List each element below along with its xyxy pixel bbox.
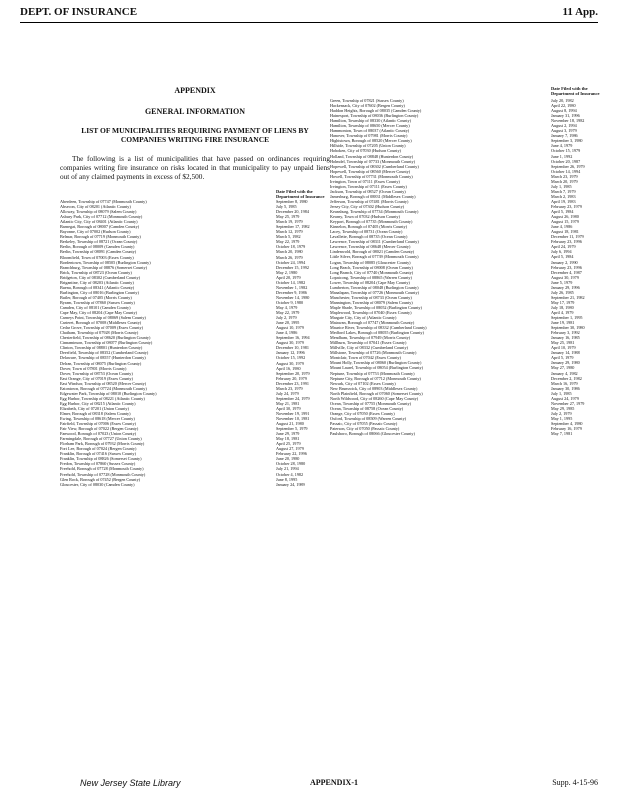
date-filed: May 4, 1979 bbox=[276, 304, 298, 310]
municipality-name: Matawan, Borough of 07747 (Monmouth County) bbox=[330, 320, 415, 326]
municipality-name: East Windsor, Township of 08520 (Mercer County) bbox=[60, 380, 147, 386]
municipality-name: Hopewell, Township of 08302 (Cumberland County) bbox=[330, 163, 419, 169]
date-filed: February 3, 1992 bbox=[551, 330, 580, 336]
list-item bbox=[60, 482, 330, 487]
date-filed: May 25, 1979 bbox=[276, 214, 300, 220]
municipality-name: Jefferson, Township of 07481 (Morris County) bbox=[330, 198, 409, 204]
municipality-name: Atlantic City, City of 08401 (Atlantic County) bbox=[60, 219, 138, 225]
date-filed: November 14, 1980 bbox=[276, 294, 310, 300]
municipality-name: Freehold, Township of 07728 (Monmouth County) bbox=[60, 471, 146, 477]
municipality-name: Long Beach, Township of 08008 (Ocean County) bbox=[330, 264, 413, 270]
date-filed: August 24, 1979 bbox=[551, 395, 579, 401]
municipality-name: Holland, Township of 08848 (Hunterdon County) bbox=[330, 153, 414, 159]
date-filed: September 8, 1980 bbox=[276, 199, 308, 204]
municipality-name: Mount Laurel, Township of 08054 (Burlington County) bbox=[330, 365, 424, 371]
date-filed: July 6, 1994 bbox=[551, 249, 572, 255]
date-filed: March 23, 1979 bbox=[551, 173, 578, 179]
municipality-name: Cinnaminson, Township of 08077 (Burlington County) bbox=[60, 340, 153, 346]
date-filed: February 20, 1979 bbox=[276, 375, 307, 381]
municipality-name: Margate City, City of (Atlantic County) bbox=[330, 315, 397, 321]
municipality-name: Medford Lakes, Borough of 08055 (Burlington County) bbox=[330, 330, 424, 336]
date-filed: August 10, 1979 bbox=[276, 325, 304, 331]
date-filed: August 26, 1980 bbox=[551, 214, 579, 220]
municipality-name: Millville, City of 08332 (Cumberland County) bbox=[330, 345, 408, 351]
date-filed: September 4, 1980 bbox=[551, 421, 583, 426]
municipality-name: Mannington, Township of 08079 (Salem County) bbox=[330, 299, 413, 305]
municipality-name: Long Branch, City of 07740 (Monmouth County) bbox=[330, 269, 414, 275]
municipality-name: Kinnelon, Borough of 07405 (Morris County) bbox=[330, 224, 407, 230]
date-filed: June 4, 1986 bbox=[276, 330, 298, 336]
municipality-name: Orange, City of 07050 (Essex County) bbox=[330, 410, 395, 416]
date-filed: July 20, 1982 bbox=[551, 98, 574, 103]
municipality-name: Carneys Point, Township of 08069 (Salem County) bbox=[60, 315, 146, 321]
municipality-list-left bbox=[60, 199, 330, 487]
municipality-name: Carteret, Borough of 07008 (Middlesex County) bbox=[60, 320, 142, 326]
date-filed: June 8, 1995 bbox=[276, 476, 298, 482]
municipality-name: Ewing, Township of 08618 (Mercer County) bbox=[60, 416, 135, 422]
municipality-name: Hackensack, City of 07602 (Bergen County) bbox=[330, 103, 405, 109]
intro-paragraph: The following is a list of municipalities that have passed on ordinances requiring companies writing fire insurance on risks located in that municipality to pay unpaid liens out of any claimed payments in excess of $2,500. bbox=[60, 154, 330, 181]
date-filed: October 15, 1992 bbox=[276, 355, 306, 361]
date-filed: December 4, 1987 bbox=[551, 269, 582, 275]
municipality-name: Fanwood, Borough of 07023 (Union County) bbox=[60, 431, 137, 437]
municipality-name: Maplewood, Township of 07040 (Essex County) bbox=[330, 309, 412, 315]
header-rule bbox=[20, 22, 598, 23]
date-filed: May 29, 1985 bbox=[551, 405, 575, 411]
date-filed: June 29, 1979 bbox=[276, 431, 300, 437]
date-filed: July 21, 1994 bbox=[276, 466, 299, 472]
municipality-name: Florham Park, Borough of 07932 (Morris County) bbox=[60, 441, 145, 447]
municipality-name: Elmer, Borough of 08318 (Salem County) bbox=[60, 410, 131, 416]
municipality-name: Hanover, Township of 07981 (Morris County) bbox=[330, 133, 408, 139]
date-filed: June 5, 1979 bbox=[551, 279, 573, 285]
date-filed: January 14, 1988 bbox=[551, 350, 580, 356]
date-filed: April 16, 1980 bbox=[276, 365, 301, 371]
municipality-name: Maple Shade, Township of 08052 (Burlington County) bbox=[330, 304, 422, 310]
municipality-name: Hightstown, Borough of 08520 (Mercer County) bbox=[330, 138, 412, 144]
date-filed: April 10, 1979 bbox=[551, 345, 576, 351]
municipality-name: Paulsboro, Borough of 08066 (Gloucester County) bbox=[330, 431, 415, 437]
date-filed: June 20, 1980 bbox=[276, 456, 300, 462]
date-filed: March 12, 1979 bbox=[276, 229, 303, 235]
date-filed: December 9, 1986 bbox=[276, 289, 307, 295]
date-filed: January 12, 1996 bbox=[276, 350, 305, 356]
municipality-name: Franklin, Borough of 07416 (Sussex County) bbox=[60, 451, 136, 457]
date-filed: March 5, 1982 bbox=[276, 234, 301, 240]
municipality-name: East Orange, City of 07019 (Essex County) bbox=[60, 375, 133, 381]
municipality-name: Fair View, Borough of 07022 (Bergen County) bbox=[60, 426, 139, 432]
municipality-name: Lopatcong, Township of 08865 (Warren County) bbox=[330, 274, 412, 280]
date-filed: January 7, 1986 bbox=[551, 133, 578, 139]
municipality-name: Absecon, City of 08201 (Atlantic County) bbox=[60, 204, 131, 210]
date-filed: June 20, 1995 bbox=[276, 320, 300, 326]
municipality-name: Dover, Township of 08753 (Ocean County) bbox=[60, 370, 133, 376]
municipality-name: Berlin, Borough of 08009 (Camden County) bbox=[60, 244, 135, 250]
date-filed: August 30, 1979 bbox=[551, 274, 579, 280]
date-filed: May 18, 1981 bbox=[276, 436, 300, 442]
date-filed: April 24, 1979 bbox=[551, 244, 576, 250]
municipality-name: Byram, Township of 07860 (Sussex County) bbox=[60, 299, 135, 305]
date-filed: January 2, 1990 bbox=[551, 259, 578, 265]
column-header-row bbox=[60, 189, 330, 199]
municipality-name: Buena, Borough of 08341 (Atlantic County) bbox=[60, 284, 135, 290]
municipality-name: Egg Harbor, Township of 08221 (Atlantic County) bbox=[60, 395, 145, 401]
date-filed: July 24, 1979 bbox=[276, 390, 299, 396]
municipality-name: Belmar, Borough of 07719 (Monmouth County) bbox=[60, 234, 141, 240]
date-filed: May 17, 1979 bbox=[551, 299, 575, 305]
date-filed: July 18, 1980 bbox=[551, 304, 574, 310]
date-filed: October 18, 1979 bbox=[276, 244, 306, 250]
date-filed: July 1, 1985 bbox=[551, 390, 572, 396]
municipality-name: Burlington, City of 08016 (Burlington County) bbox=[60, 289, 139, 295]
municipality-name: Haddon Heights, Borough of 08035 (Camden County) bbox=[330, 108, 422, 114]
municipality-name: Mount Holly, Township of 08060 (Burlington County) bbox=[330, 360, 422, 366]
running-header bbox=[20, 6, 598, 22]
date-filed: August 18, 1981 bbox=[551, 229, 579, 235]
municipality-name: Hopewell, Township of 08560 (Mercer County) bbox=[330, 168, 411, 174]
municipality-name: Fort Lee, Borough of 07024 (Bergen County) bbox=[60, 446, 137, 452]
municipality-name: Brick, Township of 08723 (Ocean County) bbox=[60, 269, 132, 275]
date-filed: May 22, 1979 bbox=[276, 239, 300, 245]
municipality-name: Aberdeen, Township of 07747 (Monmouth County) bbox=[60, 199, 147, 204]
municipality-name: Keyport, Borough of 07735 (Monmouth County) bbox=[330, 219, 413, 225]
date-filed: February 23, 1979 bbox=[551, 203, 582, 209]
date-filed: November 1, 1982 bbox=[276, 284, 308, 290]
municipality-name: Dover, Town of 07801 (Morris County) bbox=[60, 365, 127, 371]
municipality-name: Mendham, Township of 07949 (Morris County) bbox=[330, 335, 411, 341]
date-filed: January 29, 1996 bbox=[551, 284, 580, 290]
date-filed: March 7, 1979 bbox=[551, 188, 576, 194]
supplement-date: Supp. 4-15-96 bbox=[552, 778, 598, 787]
municipality-name: Lumberton, Township of 08048 (Burlington County) bbox=[330, 284, 419, 290]
date-filed: July 5, 1985 bbox=[276, 204, 297, 210]
municipality-name: Camden, City of 08101 (Camden County) bbox=[60, 304, 131, 310]
date-filed: May 25, 1981 bbox=[551, 340, 575, 346]
municipality-name: Hamilton, Township of 08650 (Mercer County) bbox=[330, 123, 410, 129]
date-filed: September 5, 1979 bbox=[276, 426, 308, 432]
date-filed: September 30, 1980 bbox=[551, 325, 585, 331]
municipality-name: Ocean, Township of 07755 (Monmouth County) bbox=[330, 400, 412, 406]
date-filed: October 14, 1982 bbox=[276, 279, 306, 285]
date-filed: July 2, 1979 bbox=[551, 410, 572, 416]
date-filed: July 1, 1985 bbox=[551, 183, 572, 189]
date-filed: October 4, 1982 bbox=[276, 471, 304, 477]
municipality-name: Freehold, Borough of 07728 (Monmouth County) bbox=[60, 466, 144, 472]
date-filed: April 20, 1979 bbox=[276, 274, 301, 280]
date-filed: January 30, 1986 bbox=[551, 385, 580, 391]
municipality-name: Bayonne, City of 07002 (Hudson County) bbox=[60, 229, 131, 235]
municipality-name: Delran, Township of 08075 (Burlington County) bbox=[60, 360, 142, 366]
municipality-name: Paterson, City of 07050 (Passaic County) bbox=[330, 426, 400, 432]
date-filed: March 20, 1980 bbox=[276, 249, 303, 255]
date-filed: September 26, 1979 bbox=[551, 163, 585, 169]
page-number: APPENDIX-1 bbox=[310, 778, 358, 787]
date-filed: July 26, 1985 bbox=[551, 289, 574, 295]
date-filed: December 11, 1979 bbox=[551, 234, 584, 240]
date-filed: June 4, 1986 bbox=[551, 224, 573, 230]
municipality-name: Oxford, Township of 08509 (Warren County) bbox=[330, 415, 407, 421]
municipality-name: Holmdel, Township of 07733 (Monmouth County) bbox=[330, 158, 416, 164]
date-filed: March 20, 1979 bbox=[551, 178, 578, 184]
date-filed: April 30, 1979 bbox=[276, 405, 301, 411]
municipality-name: Manchester, Township of 08733 (Ocean County) bbox=[330, 294, 412, 300]
date-filed: May 1, 1995 bbox=[551, 415, 573, 421]
date-filed: May 2, 1980 bbox=[276, 269, 298, 275]
date-filed: June 19, 1981 bbox=[551, 320, 575, 326]
municipality-name: Alloway, Township of 08079 (Salem County) bbox=[60, 209, 137, 215]
municipality-name: Elizabeth, City of 07201 (Union County) bbox=[60, 405, 129, 411]
date-filed: May 22, 1979 bbox=[276, 310, 300, 316]
municipality-name: Hamilton, Township of 08330 (Atlantic County) bbox=[330, 118, 412, 124]
date-filed: January 31, 1996 bbox=[551, 113, 580, 119]
date-filed: April 19, 1983 bbox=[551, 198, 576, 204]
municipality-name: Asbury Park, City of 07712 (Monmouth County) bbox=[60, 214, 143, 220]
municipality-name: Howell, Township of 07731 (Monmouth County) bbox=[330, 173, 413, 179]
municipality-name: Hillside, Township of 07205 (Union County) bbox=[330, 143, 406, 149]
municipality-name: Brigantine, City of 08203 (Atlantic County) bbox=[60, 279, 134, 285]
date-filed: October 20, 1987 bbox=[551, 158, 581, 164]
municipality-name: Berkeley, Township of 08721 (Ocean County) bbox=[60, 239, 138, 245]
date-filed: September 1, 1995 bbox=[551, 315, 583, 321]
municipality-name: Bridgeton, City of 08302 (Cumberland County) bbox=[60, 274, 141, 280]
municipality-name: Clinton, Township of 08801 (Hunterdon County) bbox=[60, 345, 143, 351]
date-filed: April 25, 1979 bbox=[276, 441, 301, 447]
date-filed: September 24, 1979 bbox=[276, 395, 310, 401]
list-item bbox=[330, 431, 605, 436]
municipality-name: Hammonton, Town of 08037 (Atlantic County) bbox=[330, 128, 410, 134]
date-filed: May 27, 1980 bbox=[551, 365, 575, 371]
date-filed: January 24, 1989 bbox=[276, 481, 305, 487]
municipality-name: Irvington, Town of 07111 (Essex County) bbox=[330, 178, 400, 184]
municipality-name: Delaware, Township of 08557 (Hunterdon County) bbox=[60, 355, 146, 361]
municipality-name: North Wildwood, City of 08260 (Cape May County) bbox=[330, 395, 419, 401]
date-filed: September 16, 1994 bbox=[276, 335, 310, 341]
municipality-name: Bloomfield, Town of 07003 (Essex County) bbox=[60, 254, 134, 260]
date-filed: April 5, 1984 bbox=[551, 254, 574, 260]
date-filed: September 3, 1980 bbox=[551, 138, 583, 144]
municipality-name: Millstone, Township of 07726 (Monmouth County) bbox=[330, 350, 417, 356]
date-filed: August 3, 1979 bbox=[551, 128, 577, 134]
municipality-name: Little Silver, Borough of 07739 (Monmouth County) bbox=[330, 254, 419, 260]
date-filed: January 16, 1985 bbox=[551, 335, 580, 341]
municipality-name: Newark, City of 07102 (Essex County) bbox=[330, 380, 396, 386]
municipality-name: Cape May, City of 08204 (Cape May County) bbox=[60, 310, 137, 316]
date-filed: January 4, 1982 bbox=[551, 370, 578, 376]
municipality-name: Hoboken, City of 07030 (Hudson County) bbox=[330, 148, 401, 154]
date-filed: March 19, 1979 bbox=[276, 219, 303, 225]
date-filed: December 2, 1982 bbox=[551, 375, 582, 381]
municipality-name: Montclair, Town of 07042 (Essex County) bbox=[330, 355, 401, 361]
municipality-name: Lindenwold, Borough of 08021 (Camden County) bbox=[330, 249, 415, 255]
municipality-name: Lavallette, Borough of 08735 (Ocean County) bbox=[330, 234, 408, 240]
date-filed: August 8, 1994 bbox=[551, 108, 577, 114]
right-column bbox=[330, 86, 605, 436]
date-filed: October 28, 1980 bbox=[276, 461, 306, 467]
date-filed: September 17, 1982 bbox=[276, 224, 310, 230]
municipality-name: Passaic, City of 07055 (Passaic County) bbox=[330, 421, 398, 426]
date-filed: August 30, 1979 bbox=[276, 360, 304, 366]
municipality-name: Irvington, Township of 07111 (Essex County) bbox=[330, 183, 407, 189]
library-stamp: New Jersey State Library bbox=[80, 778, 181, 788]
municipality-list-right bbox=[330, 98, 605, 436]
date-filed: March 23, 1979 bbox=[276, 385, 303, 391]
date-filed: May 7, 1981 bbox=[551, 431, 573, 437]
municipality-name: Millburn, Township of 07041 (Essex County) bbox=[330, 340, 407, 346]
date-filed: April 22, 1980 bbox=[551, 103, 576, 109]
municipality-name: Butler, Borough of 07405 (Morris County) bbox=[60, 294, 132, 300]
date-filed: March 16, 1979 bbox=[551, 380, 578, 386]
date-filed: February 23, 1996 bbox=[551, 264, 582, 270]
date-filed: April 4, 1979 bbox=[551, 309, 574, 315]
municipality-name: Jamesburg, Borough of 08831 (Middlesex County) bbox=[330, 193, 416, 199]
date-filed: March 2, 1983 bbox=[551, 193, 576, 199]
date-filed: October 15, 1979 bbox=[551, 148, 581, 154]
date-filed: August 2, 1994 bbox=[551, 123, 577, 129]
date-filed: July 2, 1979 bbox=[276, 315, 297, 321]
municipality-name: Ocean, Township of 08758 (Ocean County) bbox=[330, 405, 404, 411]
municipality-name: Lower, Township of 08204 (Cape May County) bbox=[330, 279, 410, 285]
date-filed: February 23, 1996 bbox=[551, 239, 582, 245]
municipality-name: Deerfield, Township of 08352 (Cumberland County) bbox=[60, 350, 149, 356]
municipality-name: Glen Rock, Borough of 07452 (Bergen County) bbox=[60, 476, 141, 482]
municipality-name: Kearny, Town of 07032 (Hudson County) bbox=[330, 214, 400, 220]
municipality-name: Bordentown, Township of 08505 (Burlington County) bbox=[60, 259, 151, 265]
municipality-name: Lawrence, Township of 08311 (Cumberland County) bbox=[330, 239, 419, 245]
municipality-name: Jackson, Township of 08527 (Ocean County) bbox=[330, 188, 406, 194]
left-column bbox=[60, 86, 330, 487]
page-footer bbox=[20, 778, 598, 792]
date-filed: June 4, 1979 bbox=[551, 143, 573, 149]
municipality-name: North Plainfield, Borough of 07060 (Somerset County) bbox=[330, 390, 423, 396]
header-page: 11 App. bbox=[562, 6, 598, 18]
municipality-name: Neptune, Township of 07753 (Monmouth County) bbox=[330, 370, 415, 376]
date-filed: December 20, 1984 bbox=[276, 209, 309, 215]
date-filed: November 18, 1982 bbox=[551, 118, 585, 124]
column-header-row bbox=[330, 86, 605, 96]
municipality-name: Chesterfield, Township of 08620 (Burlington County) bbox=[60, 335, 151, 341]
date-filed: November 19, 1991 bbox=[276, 410, 310, 416]
municipality-name: Edgewater Park, Township of 08010 (Burlington County) bbox=[60, 390, 157, 396]
municipality-name: Franklin, Township of 08826 (Somerset County) bbox=[60, 456, 142, 462]
municipality-name: Maurice River, Township of 08332 (Cumberland County) bbox=[330, 325, 427, 331]
municipality-name: Green, Township of 07821 (Sussex County) bbox=[330, 98, 404, 103]
date-filed: May 21, 1981 bbox=[276, 400, 300, 406]
municipality-name: Keansburg, Township of 07734 (Monmouth County) bbox=[330, 209, 419, 215]
municipality-name: Fairfield, Township of 07006 (Essex County) bbox=[60, 421, 136, 427]
section-title: GENERAL INFORMATION bbox=[144, 107, 246, 116]
municipality-name: Neptune City, Borough of 07712 (Monmouth County) bbox=[330, 375, 421, 381]
date-filed: February 22, 1996 bbox=[276, 451, 307, 457]
municipality-name: Lawrence, Township of 08648 (Mercer County) bbox=[330, 244, 411, 250]
column-header-date: Date Filed with the Department of Insurance bbox=[276, 189, 325, 199]
date-filed: August 21, 1980 bbox=[276, 421, 304, 427]
date-filed: November 10, 1981 bbox=[276, 416, 310, 422]
date-filed: August 27, 1979 bbox=[276, 446, 304, 452]
municipality-name: Egg Harbor, City of 08215 (Atlantic County) bbox=[60, 400, 136, 406]
municipality-name: Manalapan, Township of 07726 (Monmouth County) bbox=[330, 289, 419, 295]
municipality-name: Hainesport, Township of 08036 (Burlington County) bbox=[330, 113, 419, 119]
municipality-name: Cedar Grove, Township of 07009 (Essex County) bbox=[60, 325, 144, 331]
date-filed: April 5, 1979 bbox=[551, 355, 574, 361]
municipality-name: Berlin, Township of 08091 (Camden County) bbox=[60, 249, 137, 255]
date-filed: January 29, 1980 bbox=[551, 360, 580, 366]
date-filed: October 9, 1980 bbox=[276, 299, 304, 305]
municipality-name: Barnegat, Borough of 08007 (Camden County) bbox=[60, 224, 140, 230]
column-header-date: Date Filed with the Department of Insurance bbox=[551, 86, 600, 96]
municipality-name: Chatham, Township of 07928 (Morris County) bbox=[60, 330, 139, 336]
municipality-name: Fredon, Township of 07860 (Sussex County) bbox=[60, 461, 136, 467]
date-filed: February 16, 1979 bbox=[551, 426, 582, 432]
date-filed: October 14, 1994 bbox=[551, 168, 581, 174]
municipality-name: New Brunswick, City of 08903 (Middlesex County) bbox=[330, 385, 418, 391]
date-filed: August 30, 1979 bbox=[276, 340, 304, 346]
municipality-name: Jersey City, City of 07302 (Hudson County) bbox=[330, 203, 405, 209]
date-filed: August 15, 1979 bbox=[551, 219, 579, 225]
date-filed: September 20, 1979 bbox=[276, 370, 310, 376]
municipality-name: Lacey, Township of 08731 (Ocean County) bbox=[330, 229, 403, 235]
header-dept: DEPT. OF INSURANCE bbox=[20, 6, 138, 18]
date-filed: November 27, 1979 bbox=[551, 400, 585, 406]
list-title: LIST OF MUNICIPALITIES REQUIRING PAYMENT OF LIENS BY COMPANIES WRITING FIRE INSURANCE bbox=[81, 126, 309, 144]
date-filed: December 15, 1992 bbox=[276, 264, 309, 270]
municipality-name: Eatontown, Borough of 07724 (Monmouth County) bbox=[60, 385, 147, 391]
municipality-name: Branchburg, Township of 08876 (Somerset County) bbox=[60, 264, 148, 270]
date-filed: April 5, 1984 bbox=[551, 209, 574, 215]
date-filed: March 26, 1979 bbox=[276, 254, 303, 260]
date-filed: June 1, 1992 bbox=[551, 153, 573, 159]
appendix-title: APPENDIX bbox=[174, 86, 216, 95]
date-filed: December 10, 1981 bbox=[276, 345, 309, 351]
municipality-name: Logan, Township of 08085 (Gloucester County) bbox=[330, 259, 411, 265]
date-filed: September 21, 1982 bbox=[551, 294, 585, 300]
municipality-name: Gloucester, City of 08030 (Camden County) bbox=[60, 481, 135, 487]
municipality-name: Farmingdale, Borough of 07727 (Union County) bbox=[60, 436, 142, 442]
date-filed: October 24, 1994 bbox=[276, 259, 306, 265]
date-filed: December 23, 1991 bbox=[276, 380, 309, 386]
